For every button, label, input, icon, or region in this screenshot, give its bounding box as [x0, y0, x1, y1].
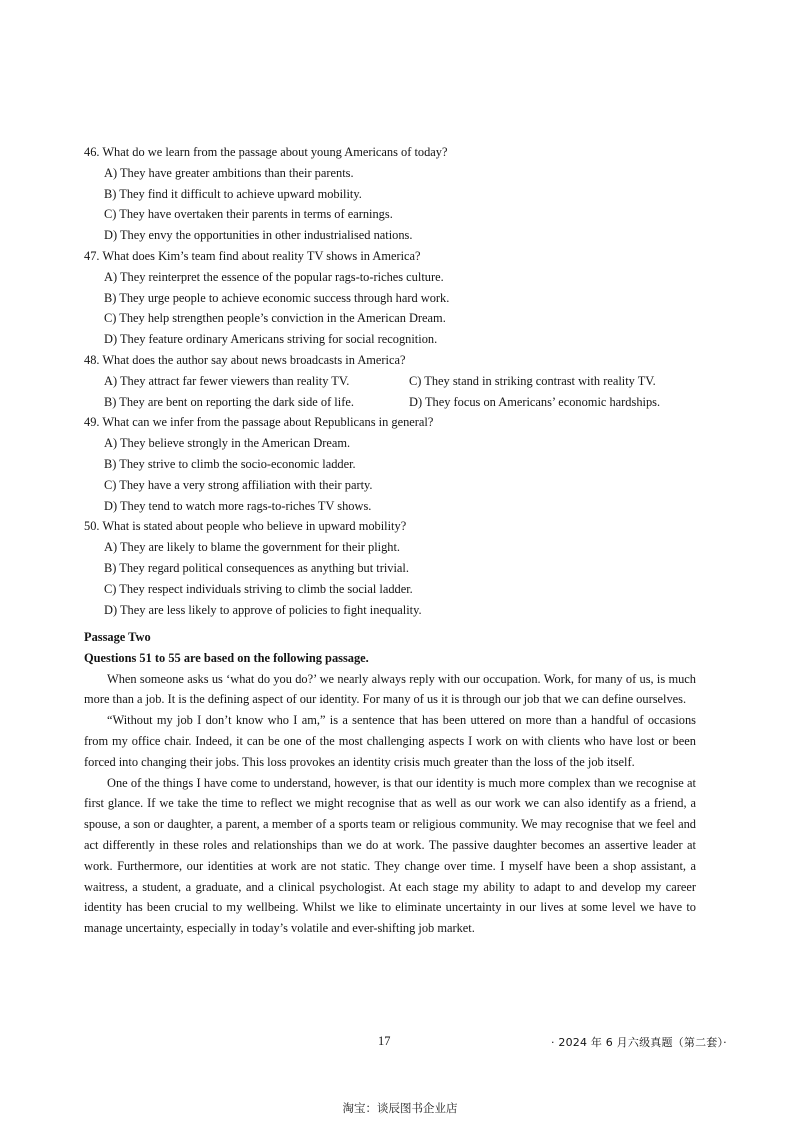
shop-footer-note: 淘宝：谈辰图书企业店 — [342, 1101, 458, 1115]
question-47 — [84, 246, 704, 350]
question-46 — [84, 142, 704, 246]
question-stem: 47. What does Kim’s team find about reality TV shows in America? — [84, 248, 421, 263]
option-d: D) They tend to watch more rags-to-riches TV shows. — [104, 498, 372, 513]
passage-paragraph-2: “Without my job I don’t know who I am,” is a sentence that has been uttered on more than a handful of occasions from my office chair. Indeed, it can be one of the most challenging aspects I work on with clients who have lost or been forced into changing their jobs. This loss provokes an identity crisis much greater than the loss of the job itself. — [84, 713, 696, 769]
option-a: A) They are likely to blame the government for their plight. — [104, 540, 401, 555]
question-48 — [84, 350, 704, 412]
option-a: A) They have greater ambitions than their parents. — [104, 165, 354, 180]
passage-two — [84, 627, 696, 939]
option-d: D) They focus on Americans’ economic hardships. — [409, 394, 661, 409]
option-d: D) They envy the opportunities in other industrialised nations. — [104, 228, 413, 243]
passage-paragraph-1: When someone asks us ‘what do you do?’ we nearly always reply with our occupation. Work, for many of us, is much more than a job. It is the defining aspect of our identity. For many of us it is through our job that we can define ourselves. — [84, 671, 696, 707]
option-b: B) They strive to climb the socio-economic ladder. — [104, 456, 356, 471]
option-b: B) They are bent on reporting the dark side of life. — [104, 394, 354, 409]
option-c: C) They respect individuals striving to climb the social ladder. — [104, 581, 413, 596]
question-stem: 46. What do we learn from the passage about young Americans of today? — [84, 145, 448, 159]
option-b: B) They find it difficult to achieve upward mobility. — [104, 186, 362, 201]
passage-paragraph-3: One of the things I have come to understand, however, is that our identity is much more complex than we recognise at first glance. If we take the time to reflect we might recognise that as well as our work we can also identify as a friend, a spouse, a son or daughter, a parent, a member of a sports team or religious community. We may recognise that we feel and act differently in these roles and relationships than we do at work. The passive daughter becomes an assertive leader at work. Furthermore, our identities at work are not static. They change over time. I myself have been a shop assistant, a waitress, a student, a graduate, and a clinical psychologist. At each stage my ability to adapt to and develop my career identity has been crucial to my wellbeing. Whilst we like to eliminate uncertainty in our lives at some level we have to manage uncertainty, especially in today’s volatile and ever-shifting job market. — [84, 775, 696, 936]
option-c: C) They help strengthen people’s conviction in the American Dream. — [104, 311, 446, 326]
running-title: · 2024 年 6 月六级真题（第二套）· — [551, 1036, 727, 1049]
option-a: A) They attract far fewer viewers than reality TV. — [104, 373, 350, 388]
question-stem: 50. What is stated about people who believe in upward mobility? — [84, 519, 407, 534]
question-50 — [84, 516, 704, 620]
option-b: B) They regard political consequences as anything but trivial. — [104, 560, 409, 575]
question-stem: 49. What can we infer from the passage about Republicans in general? — [84, 415, 434, 430]
option-a: A) They reinterpret the essence of the popular rags-to-riches culture. — [104, 269, 444, 284]
option-d: D) They feature ordinary Americans striving for social recognition. — [104, 332, 438, 347]
option-d: D) They are less likely to approve of policies to fight inequality. — [104, 602, 422, 617]
question-list — [84, 142, 704, 620]
question-stem: 48. What does the author say about news broadcasts in America? — [84, 352, 406, 367]
option-c: C) They have a very strong affiliation with their party. — [104, 477, 373, 492]
option-c: C) They have overtaken their parents in terms of earnings. — [104, 207, 393, 222]
question-49 — [84, 412, 704, 516]
two-column-options — [104, 371, 704, 413]
passage-instruction: Questions 51 to 55 are based on the following passage. — [84, 650, 369, 665]
passage-title: Passage Two — [84, 630, 151, 644]
option-c: C) They stand in striking contrast with reality TV. — [409, 373, 656, 388]
option-b: B) They urge people to achieve economic success through hard work. — [104, 290, 450, 305]
option-a: A) They believe strongly in the American Dream. — [104, 436, 351, 451]
page-number: 17 — [378, 1034, 391, 1048]
